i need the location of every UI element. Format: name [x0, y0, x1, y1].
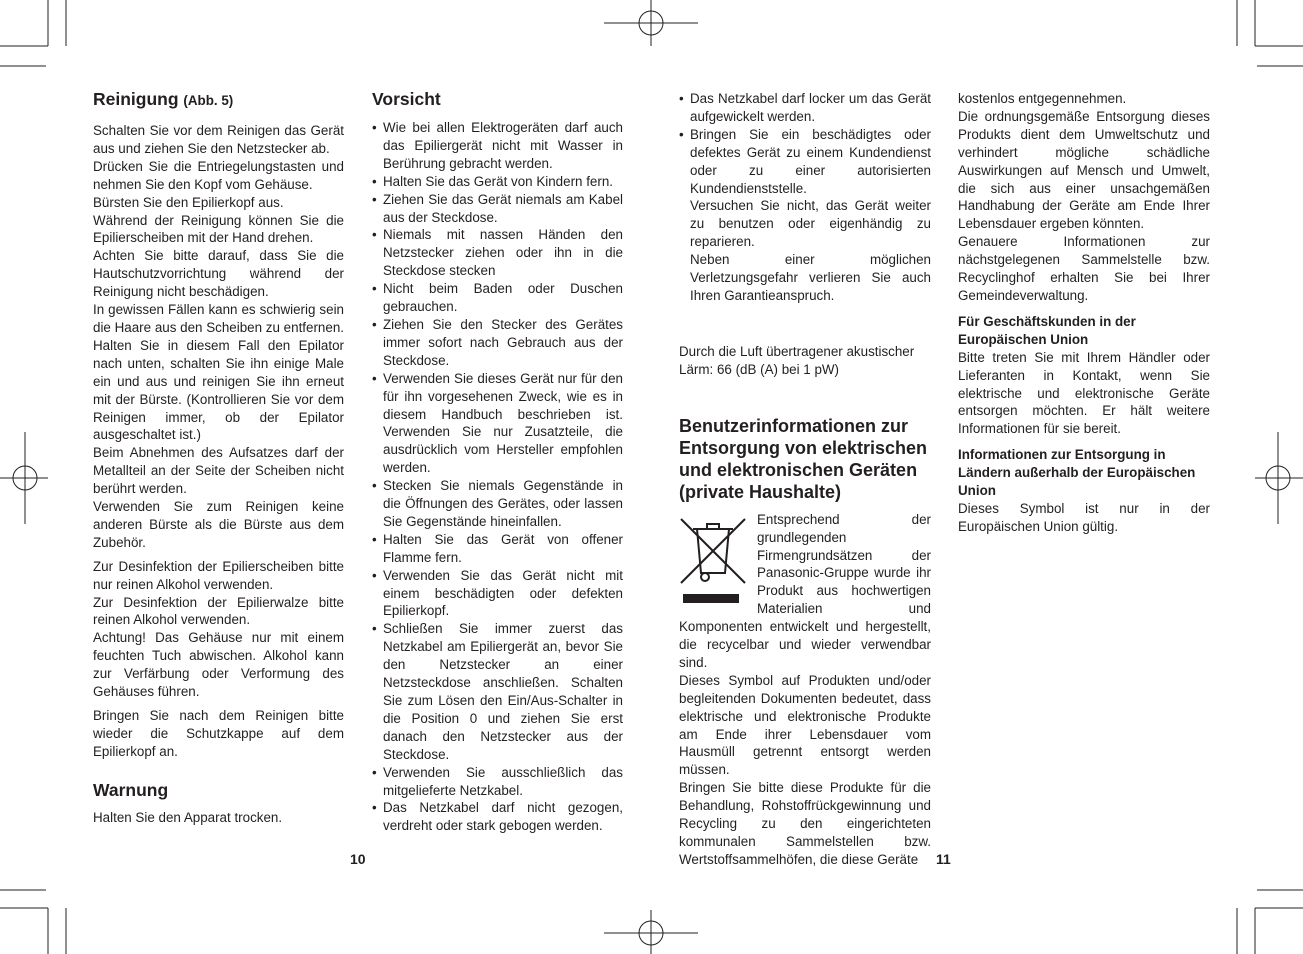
list-item: • Halten Sie das Gerät von offener Flamme fern. [372, 531, 623, 567]
reinigung-paragraph: Während der Reinigung können Sie die Epilierscheiben mit der Hand drehen. [93, 212, 344, 246]
right-column-2 [958, 90, 1210, 536]
reinigung-paragraph: Drücken Sie die Entriegelungstasten und nehmen Sie den Kopf vom Gehäuse. [93, 158, 344, 192]
reinigung-title: Reinigung [93, 89, 179, 109]
vorsicht-list [372, 119, 623, 835]
reinigung-paragraph: In gewissen Fällen kann es schwierig sein die Haare aus den Scheiben zu entfernen. Halten Sie in diesem Fall den Epilator nach unten, schalten Sie ihn einige Male ein und aus und reinigen Sie ihn erneut mit der Bürste. (Kontrollieren Sie vor dem Reinigen immer, ob der Epilator ausgeschaltet ist.) [93, 302, 344, 443]
disposal-intro: Entsprechend der grundlegenden Firmengrundsätzen der Panasonic-Gruppe wurde ihr Produkt aus hochwertigen Materialien und Komponenten entwickelt und hergestellt, die recycelbar und wieder verwendbar sind. [679, 511, 931, 670]
reinigung-figure-ref: (Abb. 5) [183, 93, 234, 108]
reinigung-heading [93, 88, 344, 112]
desinfektion-paragraph: Zur Desinfektion der Epilierwalze bitte reinen Alkohol verwenden. [93, 594, 344, 628]
list-item: • Das Netzkabel darf locker um das Gerät aufgewickelt werden. [679, 90, 931, 126]
list-item: • Stecken Sie niemals Gegenstände in die Öffnungen des Gerätes, oder lassen Sie Gegenstände hineinfallen. [372, 477, 623, 531]
list-item: • Das Netzkabel darf nicht gezogen, verdreht oder stark gebogen werden. [372, 799, 623, 835]
noise-statement: Durch die Luft übertragener akustischer Lärm: 66 (dB (A) bei 1 pW) [679, 343, 915, 377]
reinigung-paragraph: Schalten Sie vor dem Reinigen das Gerät aus und ziehen Sie den Netzstecker ab. [93, 123, 344, 156]
right-bullets [679, 90, 931, 305]
vorsicht-column [372, 88, 623, 835]
list-item-followup: Versuchen Sie nicht, das Gerät weiter zu benutzen oder eigenhändig zu reparieren. [690, 198, 931, 250]
warnung-text: Halten Sie den Apparat trocken. [93, 809, 283, 825]
page-number-right: 11 [936, 851, 951, 867]
desinfektion-paragraph: Achtung! Das Gehäuse nur mit einem feuchten Tuch abwischen. Alkohol kann zur Verfärbung oder Verformung des Gehäuses führen. [93, 630, 344, 700]
business-text: Bitte treten Sie mit Ihrem Händler oder Lieferanten in Kontakt, wenn Sie elektrische und elektronische Geräte entsorgen möchten. Er hält weitere Informationen für sie bereit. [958, 349, 1210, 437]
disposal-paragraph: Bringen Sie bitte diese Produkte für die Behandlung, Rohstoffrückgewinnung und Recycling zu den eingerichteten kommunalen Sammelstellen bzw. Wertstoffsammelhöfen, die diese Geräte [679, 780, 931, 867]
desinfektion-paragraph: Zur Desinfektion der Epilierscheiben bitte nur reinen Alkohol verwenden. [93, 558, 344, 592]
list-item: • Wie bei allen Elektrogeräten darf auch das Epiliergerät nicht mit Wasser in Berührung gebracht werden. [372, 119, 623, 173]
list-item: • Verwenden Sie das Gerät nicht mit einem beschädigten oder defekten Epilierkopf. [372, 567, 623, 621]
page-number-left: 10 [350, 851, 366, 867]
list-item: • Ziehen Sie das Gerät niemals am Kabel aus der Steckdose. [372, 191, 623, 227]
disposal-paragraph: Dieses Symbol auf Produkten und/oder begleitenden Dokumenten bedeutet, dass elektrische und elektronische Produkte am Ende ihrer Lebensdauer vom Hausmüll getrennt entsorgt werden müssen. [679, 672, 931, 778]
list-item: • Verwenden Sie ausschließlich das mitgelieferte Netzkabel. [372, 764, 623, 800]
business-heading: Für Geschäftskunden in der Europäischen Union [958, 313, 1136, 347]
schutzkappe-paragraph: Bringen Sie nach dem Reinigen bitte wieder die Schutzkappe auf dem Epilierkopf an. [93, 708, 344, 759]
list-item [679, 126, 931, 305]
disposal-paragraph: Die ordnungsgemäße Entsorgung dieses Produkts dient dem Umweltschutz und verhindert mögliche schädliche Auswirkungen auf Mensch und Umwelt, die sich aus einer unsachgemäßen Handhabung der Geräte am Ende Ihrer Lebensdauer ergeben könnten. [958, 108, 1210, 232]
disposal-paragraph-continued: kostenlos entgegennehmen. [958, 91, 1127, 106]
crossed-out-wheelie-bin-icon [679, 511, 749, 609]
list-item: • Ziehen Sie den Stecker des Gerätes immer sofort nach Gebrauch aus der Steckdose. [372, 316, 623, 370]
warnung-heading: Warnung [93, 779, 169, 800]
list-item-followup: Neben einer möglichen Verletzungsgefahr verlieren Sie auch Ihren Garantieanspruch. [690, 252, 931, 303]
reinigung-column [93, 88, 344, 827]
reinigung-paragraph: Bürsten Sie den Epilierkopf aus. [93, 194, 284, 210]
list-item: • Nicht beim Baden oder Duschen gebrauchen. [372, 280, 623, 316]
outside-eu-heading: Informationen zur Entsorgung in Ländern außerhalb der Europäischen Union [958, 447, 1196, 499]
vorsicht-heading: Vorsicht [372, 89, 441, 109]
list-item: • Verwenden Sie dieses Gerät nur für den für ihn vorgesehenen Zweck, wie es in diesem Handbuch beschrieben ist. Verwenden Sie nur Zusatzteile, die ausdrücklich vom Hersteller empfohlen werden. [372, 370, 623, 477]
reinigung-paragraph: Verwenden Sie zum Reinigen keine anderen Bürste als die Bürste aus dem Zubehör. [93, 499, 344, 550]
reinigung-paragraph: Beim Abnehmen des Aufsatzes darf der Metallteil an der Seite der Scheiben nicht berührt werden. [93, 445, 344, 497]
reinigung-paragraph: Achten Sie bitte darauf, dass Sie die Hautschutzvorrichtung während der Reinigung nicht beschädigen. [93, 248, 344, 300]
disposal-paragraph: Genauere Informationen zur nächstgelegenen Sammelstelle bzw. Recyclinghof erhalten Sie bei Ihrer Gemeindeverwaltung. [958, 234, 1210, 303]
right-column-1 [679, 90, 931, 869]
list-item: • Halten Sie das Gerät von Kindern fern. [372, 173, 623, 191]
disposal-heading: Benutzerinformationen zur Entsorgung von elektrischen und elektronischen Geräten (private Haushalte) [679, 415, 928, 502]
list-item-text: • Bringen Sie ein beschädigtes oder defektes Gerät zu einem Kundendienst oder zu einer autorisierten Kundendienststelle. [690, 126, 931, 196]
outside-eu-text: Dieses Symbol ist nur in der Europäischen Union gültig. [958, 500, 1210, 534]
weee-symbol [679, 511, 749, 609]
list-item: • Niemals mit nassen Händen den Netzstecker ziehen oder ihn in die Steckdose stecken [372, 226, 623, 280]
list-item: • Schließen Sie immer zuerst das Netzkabel am Epiliergerät an, bevor Sie den Netzstecker an einer Netzsteckdose anschließen. Schalten Sie zum Lösen den Ein/Aus-Schalter in die Position 0 und ziehen Sie erst danach den Netzstecker aus der Steckdose. [372, 620, 623, 763]
